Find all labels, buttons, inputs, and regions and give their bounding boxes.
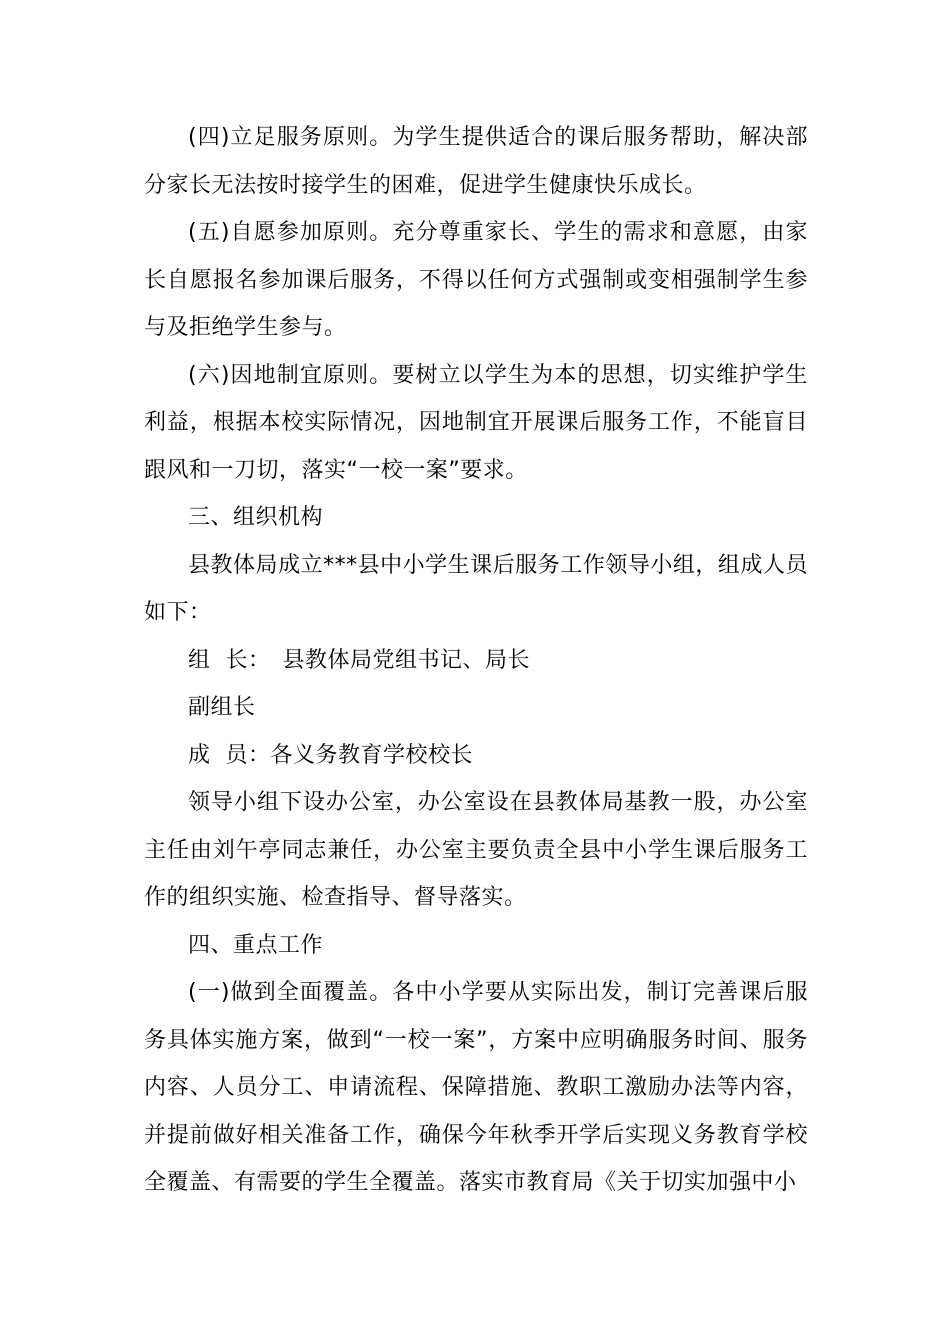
- member-role: 组 长：: [188, 647, 271, 673]
- member-row-members: [144, 732, 808, 780]
- section-heading-key-work: 四、重点工作: [188, 932, 324, 958]
- member-role: 成 员：: [188, 742, 271, 768]
- paragraph-organization-intro: 县教体局成立***县中小学生课后服务工作领导小组，组成人员如下：: [144, 552, 808, 625]
- member-role: 副组长: [188, 695, 256, 720]
- document-body: [144, 114, 808, 1207]
- member-row-deputy: [144, 684, 808, 732]
- member-value: 县教体局党组书记、局长: [282, 647, 531, 673]
- paragraph-local-principle: (六)因地制宜原则。要树立以学生为本的思想，切实维护学生利益，根据本校实际情况，因地制宜开展课后服务工作，不能盲目跟风和一刀切，落实“一校一案”要求。: [144, 362, 808, 483]
- member-value: 各义务教育学校校长: [270, 742, 474, 768]
- section-heading-organization: 三、组织机构: [188, 505, 324, 530]
- paragraph-full-coverage: (一)做到全面覆盖。各中小学要从实际出发，制订完善课后服务具体实施方案，做到“一校一案”，方案中应明确服务时间、服务内容、人员分工、申请流程、保障措施、教职工激励办法等内容，并提前做好相关准备工作，确保今年秋季开学后实现义务教育学校全覆盖、有需要的学生全覆盖。落实市教育局《关于切实加强中小: [144, 980, 808, 1195]
- member-row-leader: [144, 637, 808, 685]
- paragraph-service-principle: (四)立足服务原则。为学生提供适合的课后服务帮助，解决部分家长无法按时接学生的困难，促进学生健康快乐成长。: [144, 125, 808, 198]
- paragraph-voluntary-principle: (五)自愿参加原则。充分尊重家长、学生的需求和意愿，由家长自愿报名参加课后服务，不得以任何方式强制或变相强制学生参与及拒绝学生参与。: [144, 220, 808, 340]
- paragraph-office: 领导小组下设办公室，办公室设在县教体局基教一股，办公室主任由刘午亭同志兼任，办公室主要负责全县中小学生课后服务工作的组织实施、检查指导、督导落实。: [144, 790, 808, 910]
